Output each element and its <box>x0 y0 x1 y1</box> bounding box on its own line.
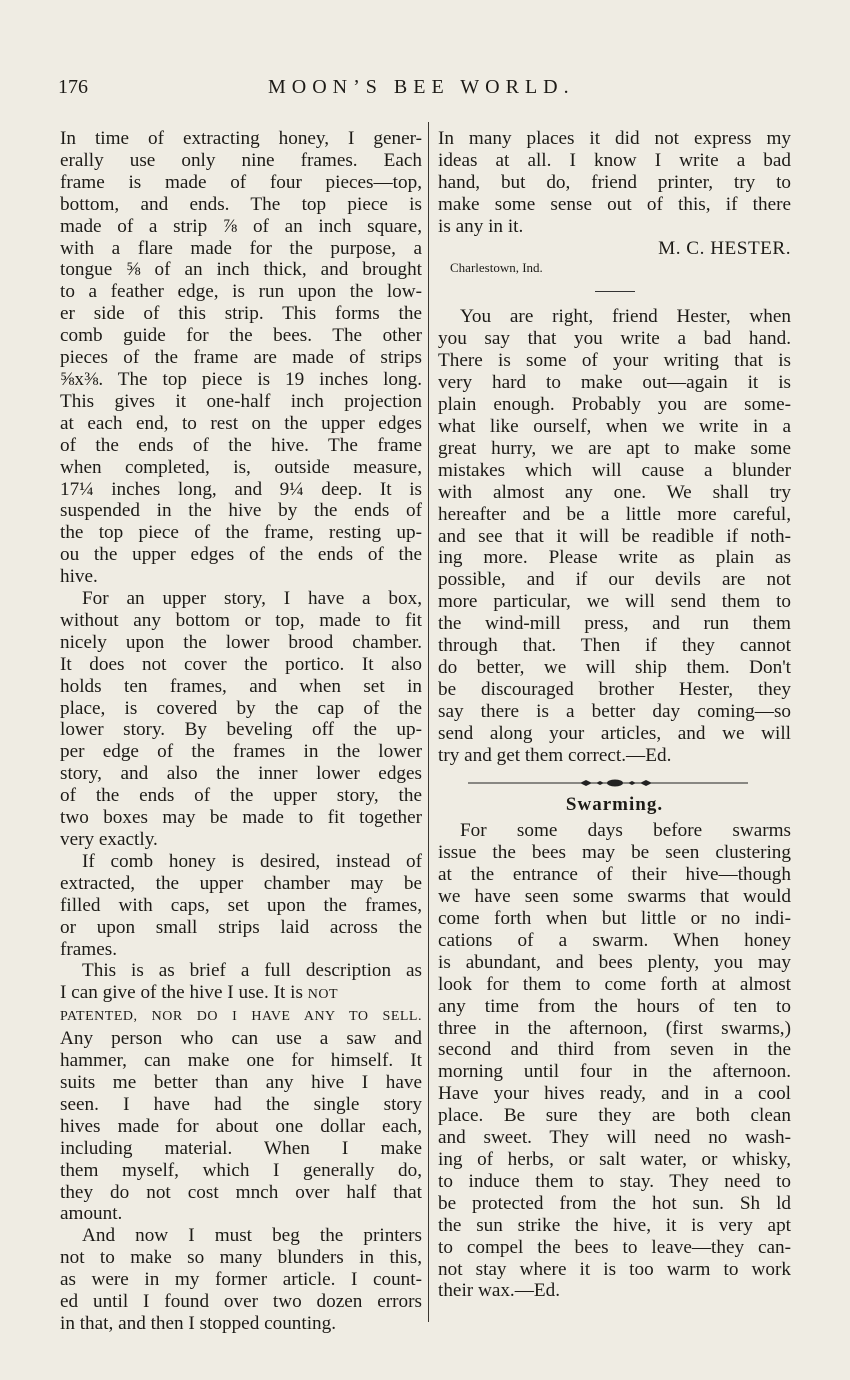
running-head: MOON’S BEE WORLD. <box>268 76 575 98</box>
text-line: at each end, to rest on the upper edges <box>60 412 422 434</box>
text-line: PATENTED, NOR DO I HAVE ANY TO SELL. <box>60 1009 422 1025</box>
editor-reply <box>438 306 791 766</box>
text-line: This is as brief a full description as <box>82 960 422 982</box>
text-line: nicely upon the lower brood chamber. <box>60 631 422 653</box>
text-line: with almost any one. We shall try <box>438 481 791 503</box>
text-line: in that, and then I stopped counting. <box>60 1312 337 1334</box>
text-line: including material. When I make <box>60 1137 422 1159</box>
text-line: per edge of the frames in the lower <box>60 741 422 763</box>
text-line: the wind-mill press, and run them <box>438 613 791 635</box>
text-line: the top piece of the frame, resting up- <box>60 522 422 544</box>
text-line: second and third from seven in the <box>438 1039 791 1061</box>
text-line: at the entrance of their hive—though <box>438 864 791 886</box>
text-line: morning until four in the afternoon. <box>438 1061 791 1083</box>
text-line: of the ends of the hive. The frame <box>60 434 422 456</box>
swarming-article <box>438 820 791 1302</box>
text-line: possible, and if our devils are not <box>438 569 791 591</box>
text-line: You are right, friend Hester, when <box>460 306 791 328</box>
text-line: I can give of the hive I use. It is NOT <box>60 982 339 1004</box>
text-line: cations of a swarm. When honey <box>438 929 791 951</box>
letter-end <box>438 128 791 238</box>
text-line: ing more. Please write as plain as <box>438 547 791 569</box>
text-line: holds ten frames, and when set in <box>60 675 422 697</box>
text-line: very exactly. <box>60 829 158 850</box>
text-line: issue the bees may be seen clustering <box>438 842 791 864</box>
text-line: is any in it. <box>438 215 524 237</box>
text-line: ed until I found over two dozen errors <box>60 1291 422 1313</box>
text-line: filled with caps, set upon the frames, <box>60 894 422 916</box>
text-line: suspended in the hive by the ends of <box>60 500 422 522</box>
text-line: with a flare made for the purpose, a <box>60 237 422 259</box>
text-line: they do not cost mnch over half that <box>60 1181 422 1203</box>
text-line: more particular, we will send them to <box>438 591 791 613</box>
right-column <box>438 128 791 1302</box>
text-line: amount. <box>60 1203 123 1225</box>
section-title: Swarming. <box>565 794 664 816</box>
text-line: and see that it will be readible if noth- <box>438 525 791 547</box>
text-line: when completed, is, outside measure, <box>60 456 422 478</box>
text-line: And now I must beg the printers <box>82 1225 422 1247</box>
text-line: er side of this strip. This forms the <box>60 303 422 325</box>
text-line: great hurry, we are apt to make some <box>438 437 791 459</box>
text-line: and sweet. They will need no wash- <box>438 1127 791 1149</box>
text-line: three in the afternoon, (first swarms,) <box>438 1017 791 1039</box>
text-line: hereafter and be a little more careful, <box>438 503 791 525</box>
text-line: make some sense out of this, if there <box>438 193 791 215</box>
text-line: very hard to make out—again it is <box>438 372 791 394</box>
text-line: not stay where it is too warm to work <box>438 1258 791 1280</box>
text-line: If comb honey is desired, instead of <box>82 850 422 872</box>
page-number: 176 <box>58 76 88 98</box>
text-line: ⅝x⅜. The top piece is 19 inches long. <box>60 368 422 390</box>
text-line: of the ends of the upper story, the <box>60 785 422 807</box>
text-line: lower story. By beveling off the up- <box>60 719 422 741</box>
text-line: be protected from the hot sun. Sh ld <box>438 1192 791 1214</box>
signature: M. C. HESTER. <box>658 237 791 259</box>
text-line: In many places it did not express my <box>438 128 791 149</box>
text-line: you say that you write a bad hand. <box>438 328 791 350</box>
text-line: seen. I have had the single story <box>60 1093 422 1115</box>
text-line: comb guide for the bees. The other <box>60 325 422 347</box>
text-line: mistakes which will cause a blunder <box>438 459 791 481</box>
place-line: Charlestown, Ind. <box>450 260 543 276</box>
short-rule <box>595 291 635 292</box>
text-line: come forth when but little or no indi- <box>438 908 791 929</box>
small-caps-not: NOT <box>307 987 339 1003</box>
text-line: try and get them correct.—Ed. <box>438 744 672 766</box>
text-line: place. Be sure they are both clean <box>438 1105 791 1127</box>
text-line: hand, but do, friend printer, try to <box>438 171 791 193</box>
text-line: frames. <box>60 938 118 960</box>
text-line: any time from the hours of ten to <box>438 995 791 1017</box>
text-line: to compel the bees to leave—they can- <box>438 1236 791 1258</box>
text-line: the sun strike the hive, it is very apt <box>438 1214 791 1236</box>
text-line: This gives it one-half inch projection <box>60 390 422 412</box>
text-line: to a feather edge, is run upon the low- <box>60 281 422 303</box>
text-line: In time of extracting honey, I gener- <box>60 128 422 149</box>
text-line: be discouraged brother Hester, they <box>438 678 791 700</box>
text-line: It does not cover the portico. It also <box>60 653 422 675</box>
text-line: For an upper story, I have a box, <box>82 588 422 610</box>
text-line: There is some of your writing that is <box>438 350 791 372</box>
text-line: we have seen some swarms that would <box>438 886 791 908</box>
text-line: look for them to come forth at almost <box>438 973 791 995</box>
text-line: do better, we will ship them. Don't <box>438 656 791 678</box>
text-line: 17¼ inches long, and 9¼ deep. It is <box>60 478 422 500</box>
text-line: For some days before swarms <box>460 820 791 842</box>
text-line: their wax.—Ed. <box>438 1280 561 1302</box>
text-line: ing of herbs, or salt water, or whisky, <box>438 1148 791 1170</box>
text-line: plain enough. Probably you are some- <box>438 394 791 416</box>
text-line: through that. Then if they cannot <box>438 635 791 657</box>
text-line: ou the upper edges of the ends of the <box>60 544 422 566</box>
left-column <box>60 128 422 1335</box>
column-rule <box>428 122 429 1322</box>
text-line: or upon small strips laid across the <box>60 916 422 938</box>
text-line: two boxes may be made to fit together <box>60 807 422 829</box>
page-header <box>58 76 818 102</box>
text-line: what like ourself, when we write in a <box>438 415 791 437</box>
text-line: extracted, the upper chamber may be <box>60 872 422 894</box>
text-line: place, is covered by the cap of the <box>60 697 422 719</box>
text-line: story, and also the inner lower edges <box>60 763 422 785</box>
text-line: without any bottom or top, made to fit <box>60 609 422 631</box>
text-line: Have your hives ready, and in a cool <box>438 1083 791 1105</box>
ornament-divider <box>438 776 791 790</box>
text-line: ideas at all. I know I write a bad <box>438 149 791 171</box>
text-line: as were in my former article. I count- <box>60 1269 422 1291</box>
text-line: hammer, can make one for himself. It <box>60 1050 422 1072</box>
text-line: erally use only nine frames. Each <box>60 149 422 171</box>
text-line: hive. <box>60 566 98 588</box>
text-line: tongue ⅝ of an inch thick, and brought <box>60 259 422 281</box>
text-line: bottom, and ends. The top piece is <box>60 193 422 215</box>
text-line: to induce them to stay. They need to <box>438 1170 791 1192</box>
text-line: them myself, which I generally do, <box>60 1159 422 1181</box>
text-line: not to make so many blunders in this, <box>60 1247 422 1269</box>
text-line: send along your articles, and we will <box>438 722 791 744</box>
text-line: hives made for about one dollar each, <box>60 1115 422 1137</box>
text-line: Any person who can use a saw and <box>60 1028 422 1050</box>
text-line: suits me better than any hive I have <box>60 1071 422 1093</box>
text-line: made of a strip ⅞ of an inch square, <box>60 215 422 237</box>
text-line: is abundant, and bees plenty, you may <box>438 951 791 973</box>
text-line: say there is a better day coming—so <box>438 700 791 722</box>
text-line: pieces of the frame are made of strips <box>60 347 422 369</box>
text-line: frame is made of four pieces—top, <box>60 171 422 193</box>
